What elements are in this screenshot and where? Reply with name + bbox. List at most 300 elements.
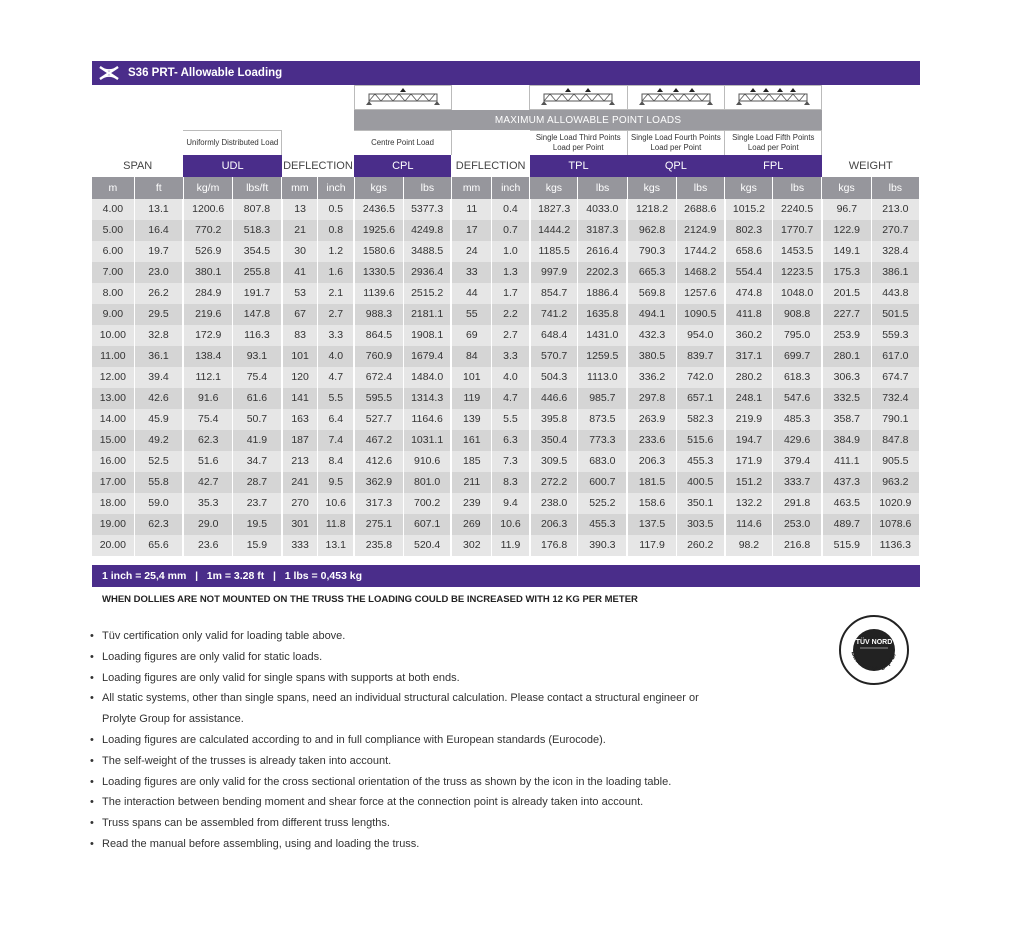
- table-cell: 62.3: [134, 514, 183, 535]
- table-cell: 28.7: [233, 472, 282, 493]
- table-cell: 248.1: [725, 388, 773, 409]
- table-cell: 219.6: [183, 304, 232, 325]
- table-cell: 1015.2: [725, 199, 773, 220]
- table-cell: 350.4: [530, 430, 578, 451]
- table-cell: 1314.3: [403, 388, 451, 409]
- table-cell: 1744.2: [676, 241, 724, 262]
- table-row: [92, 262, 920, 283]
- table-cell: 569.8: [627, 283, 676, 304]
- table-cell: 988.3: [354, 304, 403, 325]
- table-cell: 2.2: [492, 304, 530, 325]
- table-cell: 985.7: [578, 388, 627, 409]
- table-cell: 17: [451, 220, 491, 241]
- table-cell: 30: [282, 241, 318, 262]
- table-cell: 570.7: [530, 346, 578, 367]
- table-cell: 380.5: [627, 346, 676, 367]
- table-cell: 547.6: [773, 388, 822, 409]
- table-cell: 149.1: [822, 241, 871, 262]
- table-cell: 291.8: [773, 493, 822, 514]
- table-cell: 801.0: [403, 472, 451, 493]
- conversion-bar: [92, 565, 920, 587]
- table-cell: 23.6: [183, 535, 232, 556]
- table-cell: 29.0: [183, 514, 232, 535]
- table-cell: 0.7: [492, 220, 530, 241]
- table-cell: 42.7: [183, 472, 232, 493]
- table-cell: 52.5: [134, 451, 183, 472]
- table-cell: 1113.0: [578, 367, 627, 388]
- table-cell: 194.7: [725, 430, 773, 451]
- table-cell: 467.2: [354, 430, 403, 451]
- table-cell: 732.4: [871, 388, 919, 409]
- table-cell: 11: [451, 199, 491, 220]
- table-cell: 559.3: [871, 325, 919, 346]
- table-cell: 1259.5: [578, 346, 627, 367]
- table-cell: 674.7: [871, 367, 919, 388]
- table-title-bar: [92, 61, 920, 85]
- unit-header: mm: [451, 177, 491, 199]
- table-cell: 117.9: [627, 535, 676, 556]
- unit-header: lbs: [578, 177, 627, 199]
- table-row: [92, 388, 920, 409]
- table-cell: 8.3: [492, 472, 530, 493]
- table-cell: 443.8: [871, 283, 919, 304]
- table-cell: 8.4: [318, 451, 354, 472]
- table-cell: 147.8: [233, 304, 282, 325]
- table-cell: 269: [451, 514, 491, 535]
- table-cell: 12.00: [92, 367, 134, 388]
- table-cell: 1330.5: [354, 262, 403, 283]
- unit-header: lbs/ft: [233, 177, 282, 199]
- table-cell: 122.9: [822, 220, 871, 241]
- table-cell: 395.8: [530, 409, 578, 430]
- note-item: • The interaction between bending moment and shear force at the connection point is already taken into account.: [90, 792, 790, 813]
- table-cell: 2202.3: [578, 262, 627, 283]
- table-cell: 336.2: [627, 367, 676, 388]
- table-cell: 2616.4: [578, 241, 627, 262]
- table-cell: 41: [282, 262, 318, 283]
- table-row: [92, 367, 920, 388]
- table-cell: 332.5: [822, 388, 871, 409]
- table-cell: 525.2: [578, 493, 627, 514]
- dolly-note: WHEN DOLLIES ARE NOT MOUNTED ON THE TRUSS THE LOADING COULD BE INCREASED WITH 12 KG PER METER: [102, 594, 638, 605]
- table-cell: 6.3: [492, 430, 530, 451]
- cpl-description: Centre Point Load: [354, 131, 451, 155]
- table-cell: 411.1: [822, 451, 871, 472]
- table-cell: 11.9: [492, 535, 530, 556]
- table-cell: 114.6: [725, 514, 773, 535]
- table-cell: 9.4: [492, 493, 530, 514]
- table-cell: 101: [451, 367, 491, 388]
- table-cell: 201.5: [822, 283, 871, 304]
- span-header: SPAN: [92, 155, 183, 177]
- table-cell: 65.6: [134, 535, 183, 556]
- table-cell: 61.6: [233, 388, 282, 409]
- table-cell: 5377.3: [403, 199, 451, 220]
- table-cell: 6.00: [92, 241, 134, 262]
- udl-header: UDL: [183, 155, 281, 177]
- table-cell: 206.3: [627, 451, 676, 472]
- table-cell: 69: [451, 325, 491, 346]
- table-cell: 14.00: [92, 409, 134, 430]
- table-cell: 910.6: [403, 451, 451, 472]
- note-item: • Loading figures are only valid for the cross sectional orientation of the truss as shown by the icon in the loading table.: [90, 772, 790, 793]
- table-cell: 1078.6: [871, 514, 919, 535]
- deflection-header-2: DEFLECTION: [451, 155, 529, 177]
- table-cell: 96.7: [822, 199, 871, 220]
- table-cell: 33: [451, 262, 491, 283]
- table-cell: 4033.0: [578, 199, 627, 220]
- table-cell: 582.3: [676, 409, 724, 430]
- unit-header: ft: [134, 177, 183, 199]
- unit-row: [92, 177, 920, 199]
- table-cell: 2.1: [318, 283, 354, 304]
- table-cell: 26.2: [134, 283, 183, 304]
- unit-header: kgs: [822, 177, 871, 199]
- table-cell: 412.6: [354, 451, 403, 472]
- table-cell: 908.8: [773, 304, 822, 325]
- table-cell: 175.3: [822, 262, 871, 283]
- table-row: [92, 514, 920, 535]
- table-cell: 700.2: [403, 493, 451, 514]
- cpl-header: CPL: [354, 155, 451, 177]
- table-cell: 362.9: [354, 472, 403, 493]
- table-cell: 1484.0: [403, 367, 451, 388]
- note-item: • The self-weight of the trusses is already taken into account.: [90, 751, 790, 772]
- table-cell: 19.7: [134, 241, 183, 262]
- table-cell: 2936.4: [403, 262, 451, 283]
- fpl-description: Single Load Fifth Points Load per Point: [725, 131, 822, 155]
- table-cell: 384.9: [822, 430, 871, 451]
- table-cell: 13.1: [318, 535, 354, 556]
- table-cell: 4.7: [318, 367, 354, 388]
- table-cell: 3.3: [492, 346, 530, 367]
- table-cell: 13: [282, 199, 318, 220]
- table-cell: 219.9: [725, 409, 773, 430]
- unit-header: lbs: [871, 177, 919, 199]
- qpl-description: Single Load Fourth Points Load per Point: [627, 131, 724, 155]
- table-cell: 2.7: [492, 325, 530, 346]
- table-cell: 1257.6: [676, 283, 724, 304]
- table-cell: 216.8: [773, 535, 822, 556]
- table-cell: 1770.7: [773, 220, 822, 241]
- table-cell: 187: [282, 430, 318, 451]
- table-cell: 284.9: [183, 283, 232, 304]
- table-cell: 4249.8: [403, 220, 451, 241]
- table-cell: 485.3: [773, 409, 822, 430]
- table-cell: 504.3: [530, 367, 578, 388]
- table-cell: 463.5: [822, 493, 871, 514]
- table-cell: 53: [282, 283, 318, 304]
- table-cell: 317.3: [354, 493, 403, 514]
- table-cell: 1218.2: [627, 199, 676, 220]
- note-item: • Tüv certification only valid for loading table above.: [90, 626, 790, 647]
- table-cell: 1827.3: [530, 199, 578, 220]
- table-cell: 91.6: [183, 388, 232, 409]
- table-cell: 132.2: [725, 493, 773, 514]
- table-cell: 39.4: [134, 367, 183, 388]
- table-cell: 272.2: [530, 472, 578, 493]
- table-row: [92, 451, 920, 472]
- note-item: • Truss spans can be assembled from different truss lengths.: [90, 813, 790, 834]
- table-cell: 9.5: [318, 472, 354, 493]
- table-cell: 10.6: [318, 493, 354, 514]
- table-cell: 1453.5: [773, 241, 822, 262]
- unit-header: m: [92, 177, 134, 199]
- cpl-truss-icon: [354, 86, 451, 110]
- table-cell: 42.6: [134, 388, 183, 409]
- table-row: [92, 430, 920, 451]
- table-cell: 4.7: [492, 388, 530, 409]
- table-cell: 302: [451, 535, 491, 556]
- table-cell: 5.00: [92, 220, 134, 241]
- table-cell: 18.00: [92, 493, 134, 514]
- table-cell: 213: [282, 451, 318, 472]
- table-cell: 16.4: [134, 220, 183, 241]
- table-cell: 864.5: [354, 325, 403, 346]
- tpl-header: TPL: [530, 155, 627, 177]
- table-cell: 1580.6: [354, 241, 403, 262]
- table-cell: 554.4: [725, 262, 773, 283]
- table-cell: 0.8: [318, 220, 354, 241]
- table-cell: 253.0: [773, 514, 822, 535]
- table-cell: 333.7: [773, 472, 822, 493]
- table-cell: 5.5: [492, 409, 530, 430]
- prolyte-logo-icon: [98, 65, 120, 81]
- table-row: [92, 241, 920, 262]
- note-item: • Loading figures are calculated according to and in full compliance with European standards (Eurocode).: [90, 730, 790, 751]
- table-row: [92, 199, 920, 220]
- table-cell: 119: [451, 388, 491, 409]
- table-cell: 963.2: [871, 472, 919, 493]
- table-cell: 515.6: [676, 430, 724, 451]
- table-cell: 239: [451, 493, 491, 514]
- table-row: [92, 346, 920, 367]
- table-cell: 905.5: [871, 451, 919, 472]
- unit-header: kgs: [530, 177, 578, 199]
- table-cell: 600.7: [578, 472, 627, 493]
- table-cell: 773.3: [578, 430, 627, 451]
- table-cell: 7.4: [318, 430, 354, 451]
- table-cell: 1031.1: [403, 430, 451, 451]
- table-row: [92, 325, 920, 346]
- loading-table: [92, 85, 920, 556]
- table-cell: 41.9: [233, 430, 282, 451]
- conversion-note: 1 inch = 25,4 mm | 1m = 3.28 ft | 1 lbs = 0,453 kg: [102, 570, 363, 582]
- table-cell: 233.6: [627, 430, 676, 451]
- table-cell: 2.7: [318, 304, 354, 325]
- table-cell: 839.7: [676, 346, 724, 367]
- table-cell: 354.5: [233, 241, 282, 262]
- table-cell: 21: [282, 220, 318, 241]
- table-cell: 137.5: [627, 514, 676, 535]
- table-cell: 50.7: [233, 409, 282, 430]
- table-cell: 328.4: [871, 241, 919, 262]
- table-cell: 802.3: [725, 220, 773, 241]
- table-cell: 0.4: [492, 199, 530, 220]
- table-cell: 429.6: [773, 430, 822, 451]
- table-cell: 489.7: [822, 514, 871, 535]
- table-cell: 1.2: [318, 241, 354, 262]
- table-cell: 595.5: [354, 388, 403, 409]
- table-cell: 19.5: [233, 514, 282, 535]
- table-cell: 36.1: [134, 346, 183, 367]
- table-cell: 67: [282, 304, 318, 325]
- table-cell: 2688.6: [676, 199, 724, 220]
- table-cell: 4.0: [318, 346, 354, 367]
- table-cell: 23.0: [134, 262, 183, 283]
- note-item: Prolyte Group for assistance.: [102, 713, 244, 726]
- table-cell: 1.3: [492, 262, 530, 283]
- table-cell: 213.0: [871, 199, 919, 220]
- table-cell: 1468.2: [676, 262, 724, 283]
- table-cell: 141: [282, 388, 318, 409]
- table-cell: 62.3: [183, 430, 232, 451]
- table-cell: 163: [282, 409, 318, 430]
- table-cell: 24: [451, 241, 491, 262]
- table-cell: 235.8: [354, 535, 403, 556]
- table-cell: 263.9: [627, 409, 676, 430]
- table-cell: 741.2: [530, 304, 578, 325]
- table-cell: 2181.1: [403, 304, 451, 325]
- table-cell: 15.9: [233, 535, 282, 556]
- table-cell: 4.0: [492, 367, 530, 388]
- table-row: [92, 409, 920, 430]
- table-cell: 446.6: [530, 388, 578, 409]
- table-cell: 358.7: [822, 409, 871, 430]
- table-cell: 1.6: [318, 262, 354, 283]
- table-cell: 760.9: [354, 346, 403, 367]
- table-cell: 211: [451, 472, 491, 493]
- table-cell: 19.00: [92, 514, 134, 535]
- table-cell: 75.4: [183, 409, 232, 430]
- table-cell: 699.7: [773, 346, 822, 367]
- table-cell: 527.7: [354, 409, 403, 430]
- table-cell: 101: [282, 346, 318, 367]
- table-cell: 333: [282, 535, 318, 556]
- table-cell: 657.1: [676, 388, 724, 409]
- unit-header: kgs: [354, 177, 403, 199]
- table-cell: 29.5: [134, 304, 183, 325]
- table-cell: 618.3: [773, 367, 822, 388]
- note-item: • Loading figures are only valid for static loads.: [90, 647, 790, 668]
- table-cell: 171.9: [725, 451, 773, 472]
- table-cell: 306.3: [822, 367, 871, 388]
- table-row: [92, 493, 920, 514]
- table-cell: 301: [282, 514, 318, 535]
- table-cell: 280.1: [822, 346, 871, 367]
- table-cell: 665.3: [627, 262, 676, 283]
- table-cell: 432.3: [627, 325, 676, 346]
- table-cell: 1048.0: [773, 283, 822, 304]
- table-cell: 795.0: [773, 325, 822, 346]
- table-cell: 13.1: [134, 199, 183, 220]
- table-cell: 672.4: [354, 367, 403, 388]
- table-cell: 93.1: [233, 346, 282, 367]
- table-cell: 658.6: [725, 241, 773, 262]
- table-cell: 350.1: [676, 493, 724, 514]
- table-cell: 3488.5: [403, 241, 451, 262]
- table-cell: 954.0: [676, 325, 724, 346]
- table-cell: 227.7: [822, 304, 871, 325]
- table-cell: 7.00: [92, 262, 134, 283]
- table-cell: 1200.6: [183, 199, 232, 220]
- unit-header: inch: [318, 177, 354, 199]
- table-cell: 206.3: [530, 514, 578, 535]
- table-cell: 437.3: [822, 472, 871, 493]
- table-cell: 191.7: [233, 283, 282, 304]
- table-cell: 1925.6: [354, 220, 403, 241]
- table-cell: 520.4: [403, 535, 451, 556]
- table-cell: 20.00: [92, 535, 134, 556]
- table-cell: 1908.1: [403, 325, 451, 346]
- table-cell: 6.4: [318, 409, 354, 430]
- fpl-truss-icon: [725, 86, 822, 110]
- table-cell: 455.3: [676, 451, 724, 472]
- table-cell: 303.5: [676, 514, 724, 535]
- table-cell: 1.7: [492, 283, 530, 304]
- table-cell: 1444.2: [530, 220, 578, 241]
- table-cell: 683.0: [578, 451, 627, 472]
- table-cell: 10.6: [492, 514, 530, 535]
- table-row: [92, 220, 920, 241]
- table-cell: 455.3: [578, 514, 627, 535]
- table-cell: 8.00: [92, 283, 134, 304]
- unit-header: kg/m: [183, 177, 232, 199]
- table-cell: 34.7: [233, 451, 282, 472]
- table-cell: 386.1: [871, 262, 919, 283]
- table-cell: 309.5: [530, 451, 578, 472]
- table-cell: 241: [282, 472, 318, 493]
- table-cell: 185: [451, 451, 491, 472]
- unit-header: inch: [492, 177, 530, 199]
- notes-list: [90, 626, 790, 855]
- table-cell: 238.0: [530, 493, 578, 514]
- table-cell: 270.7: [871, 220, 919, 241]
- table-cell: 474.8: [725, 283, 773, 304]
- table-cell: 1679.4: [403, 346, 451, 367]
- table-cell: 161: [451, 430, 491, 451]
- table-cell: 2436.5: [354, 199, 403, 220]
- qpl-truss-icon: [627, 86, 724, 110]
- table-cell: 742.0: [676, 367, 724, 388]
- table-cell: 770.2: [183, 220, 232, 241]
- table-cell: 494.1: [627, 304, 676, 325]
- table-cell: 790.1: [871, 409, 919, 430]
- table-cell: 790.3: [627, 241, 676, 262]
- table-cell: 0.5: [318, 199, 354, 220]
- table-cell: 2515.2: [403, 283, 451, 304]
- table-cell: 526.9: [183, 241, 232, 262]
- table-cell: 9.00: [92, 304, 134, 325]
- table-cell: 75.4: [233, 367, 282, 388]
- table-cell: 380.1: [183, 262, 232, 283]
- table-cell: 4.00: [92, 199, 134, 220]
- table-cell: 2240.5: [773, 199, 822, 220]
- fpl-header: FPL: [725, 155, 822, 177]
- table-cell: 997.9: [530, 262, 578, 283]
- table-cell: 49.2: [134, 430, 183, 451]
- udl-description: Uniformly Distributed Load: [183, 131, 281, 155]
- table-cell: 83: [282, 325, 318, 346]
- unit-header: kgs: [627, 177, 676, 199]
- table-cell: 255.8: [233, 262, 282, 283]
- table-cell: 181.5: [627, 472, 676, 493]
- table-cell: 854.7: [530, 283, 578, 304]
- table-cell: 2124.9: [676, 220, 724, 241]
- table-cell: 617.0: [871, 346, 919, 367]
- table-cell: 16.00: [92, 451, 134, 472]
- table-title: S36 PRT- Allowable Loading: [128, 67, 283, 79]
